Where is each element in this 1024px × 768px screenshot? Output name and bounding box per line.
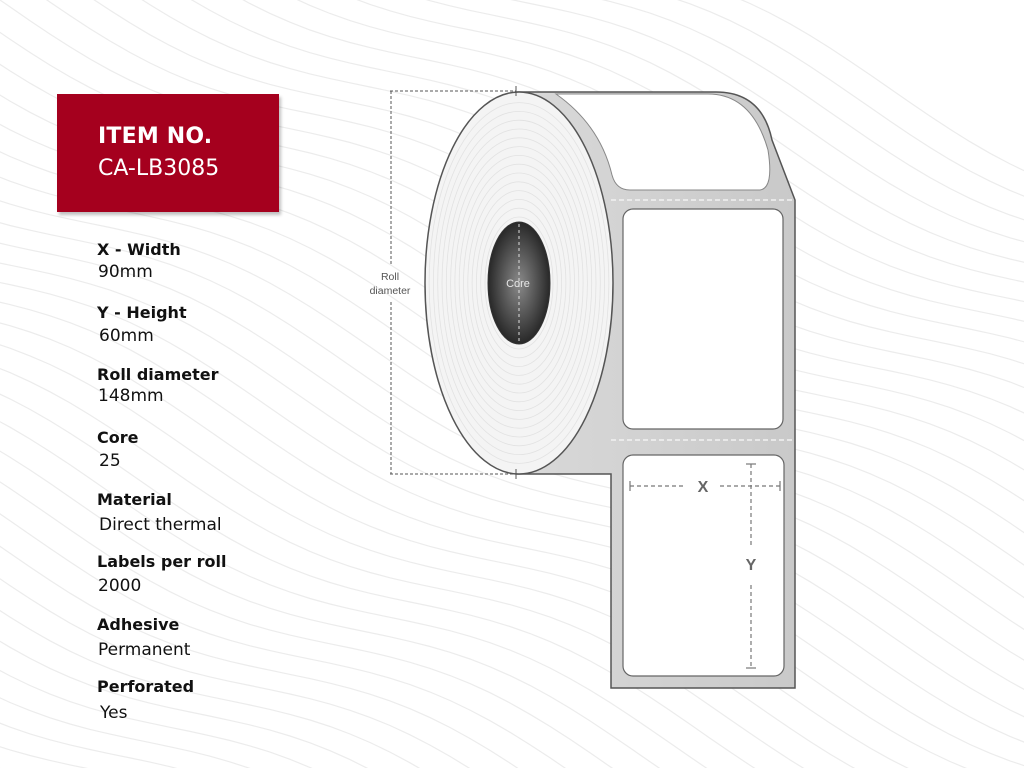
spec-material [97,490,222,535]
spec-value: 25 [99,451,121,471]
item-number: CA-LB3085 [98,156,220,181]
spec-label: Adhesive [97,615,180,634]
label-roll-diagram [360,80,820,700]
spec-label: X - Width [97,240,181,259]
spec-y-height [97,303,187,346]
spec-value: 148mm [98,386,164,406]
x-label: X [697,479,709,496]
spec-label: Core [97,428,139,447]
spec-label: Y - Height [97,303,187,322]
spec-roll-diameter [97,365,219,406]
spec-adhesive [97,615,190,660]
spec-value: 60mm [99,326,154,346]
spec-value: 2000 [98,576,142,596]
spec-perforated [97,677,194,723]
background-wave [0,753,1024,768]
spec-labels-per-roll [97,552,227,596]
spec-core [97,428,138,471]
roll-diameter-label-line1: Roll [380,271,400,283]
item-title: ITEM NO. [98,124,213,149]
spec-value: Yes [100,703,128,723]
spec-value: Direct thermal [99,515,222,535]
spec-x-width [97,240,181,282]
core-label: Core [506,278,530,290]
spec-label: Roll diameter [97,365,219,384]
spec-label: Material [97,490,172,509]
roll-diameter-label-line2: diameter [369,285,411,297]
spec-label: Perforated [97,677,195,696]
spec-value: 90mm [98,262,153,282]
y-label: Y [745,557,757,574]
label-middle [623,209,783,429]
item-number-banner [57,94,279,212]
spec-label: Labels per roll [97,552,227,571]
label-roll-illustration [360,80,820,700]
spec-value: Permanent [98,640,191,660]
